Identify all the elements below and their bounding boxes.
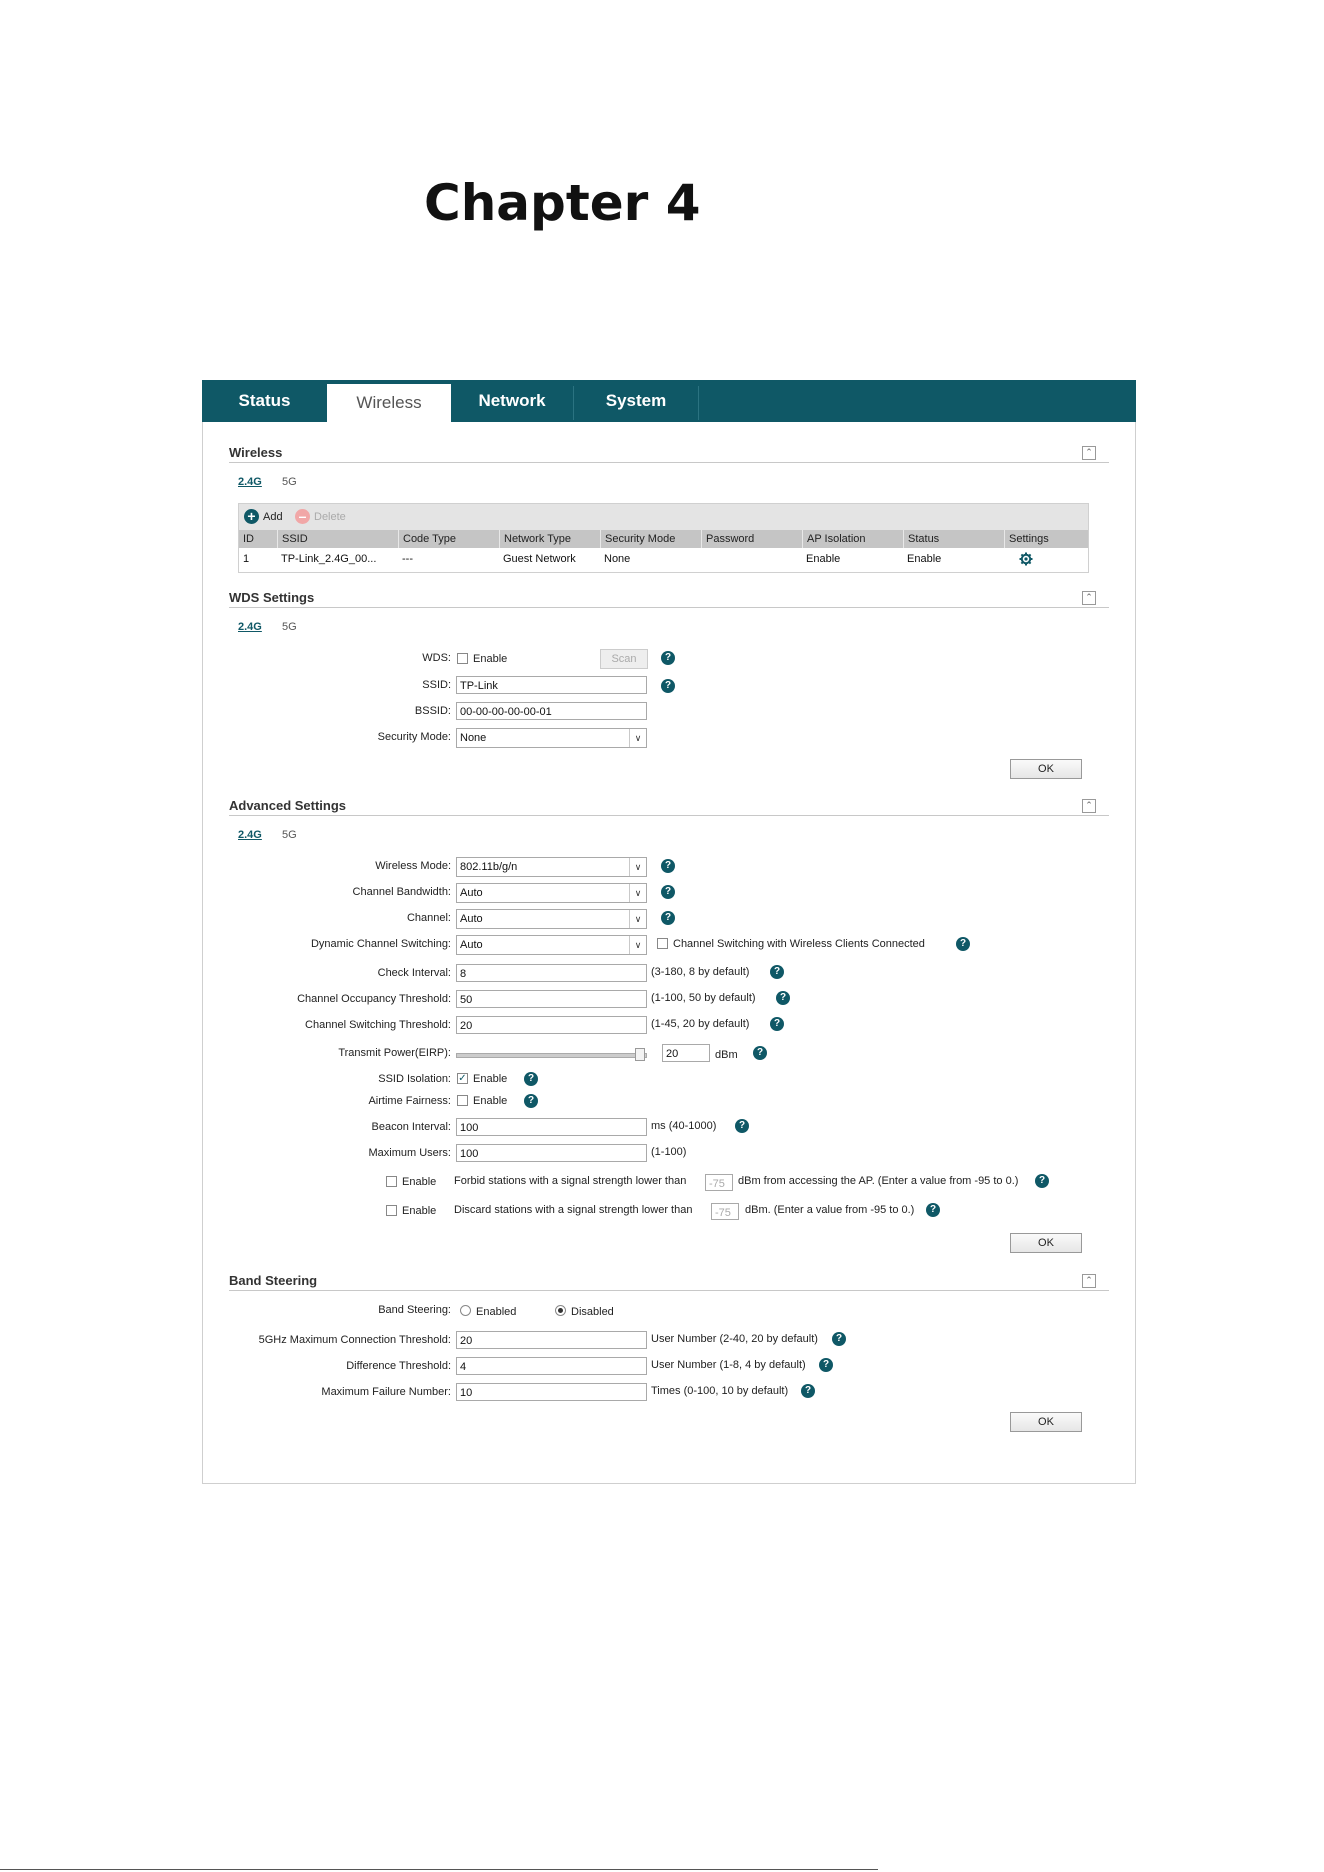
ssid-table xyxy=(238,503,1089,573)
ssid-label: SSID: xyxy=(422,679,451,691)
forbid-threshold-input[interactable]: -75 xyxy=(705,1174,733,1191)
wds-label: WDS: xyxy=(422,652,451,664)
chevron-down-icon: ∨ xyxy=(629,936,646,954)
column-header: ID xyxy=(243,533,254,545)
cell-ap-isolation: Enable xyxy=(806,553,841,565)
chevron-down-icon: ∨ xyxy=(629,910,646,928)
cell-security-mode: None xyxy=(604,553,631,565)
column-header: Code Type xyxy=(398,530,499,548)
scan-button[interactable]: Scan xyxy=(600,649,648,669)
max-conn-input[interactable]: 20 xyxy=(456,1331,647,1349)
forbid-enable-label: Enable xyxy=(402,1176,437,1188)
switching-threshold-label: Channel Switching Threshold: xyxy=(305,1019,451,1031)
help-icon[interactable]: ? xyxy=(524,1072,538,1086)
column-header: Network Type xyxy=(499,530,600,548)
collapse-icon[interactable]: ⌃ xyxy=(1082,799,1096,813)
table-header xyxy=(239,530,1088,548)
tx-power-label: Transmit Power(EIRP): xyxy=(338,1047,451,1059)
security-mode-label: Security Mode: xyxy=(377,731,451,743)
cell-password xyxy=(701,550,705,568)
cell-id: 1 xyxy=(243,553,250,565)
advanced-ok-button[interactable]: OK xyxy=(1010,1233,1082,1253)
ssid-isolation-label: SSID Isolation: xyxy=(378,1073,451,1085)
forbid-text: Forbid stations with a signal strength lower than xyxy=(454,1175,687,1187)
band-tab-2g[interactable]: 2.4G xyxy=(238,621,262,633)
band-tab-2g[interactable]: 2.4G xyxy=(238,829,262,841)
wireless-mode-select[interactable] xyxy=(456,857,647,877)
cell-network-type: Guest Network xyxy=(503,553,576,565)
band-steering-label: Band Steering: xyxy=(378,1304,451,1316)
ssid-isolation-enable-label: Enable xyxy=(473,1073,508,1085)
occupancy-hint: (1-100, 50 by default) xyxy=(651,992,756,1004)
tab-divider xyxy=(698,386,699,420)
section-title-band-steering: Band Steering xyxy=(229,1273,318,1288)
column-header: AP Isolation xyxy=(802,530,903,548)
max-users-input[interactable]: 100 xyxy=(456,1144,647,1162)
chevron-down-icon: ∨ xyxy=(629,729,646,747)
occupancy-label: Channel Occupancy Threshold: xyxy=(297,993,451,1005)
band-steering-enabled-label: Enabled xyxy=(476,1306,517,1318)
section-title-advanced: Advanced Settings xyxy=(229,798,347,813)
column-header: Settings xyxy=(1004,530,1088,548)
check-interval-hint: (3-180, 8 by default) xyxy=(651,966,750,978)
chapter-title: Chapter 4 xyxy=(424,174,701,232)
dcs-select[interactable] xyxy=(456,935,647,955)
column-header: Password xyxy=(701,530,802,548)
help-icon[interactable]: ? xyxy=(801,1384,815,1398)
ssid-isolation-checkbox[interactable]: ✓ xyxy=(458,1073,467,1084)
tx-power-input[interactable]: 20 xyxy=(662,1044,710,1062)
band-steering-ok-button[interactable]: OK xyxy=(1010,1412,1082,1432)
airtime-enable-label: Enable xyxy=(473,1095,508,1107)
band-tab-5g[interactable]: 5G xyxy=(282,621,297,633)
band-steering-disabled-radio[interactable] xyxy=(555,1305,566,1316)
check-interval-input[interactable]: 8 xyxy=(456,964,647,982)
security-mode-select[interactable] xyxy=(456,728,647,748)
help-icon[interactable]: ? xyxy=(661,859,675,873)
help-icon[interactable]: ? xyxy=(661,651,675,665)
band-tab-2g[interactable]: 2.4G xyxy=(238,476,262,488)
tx-power-unit: dBm xyxy=(715,1049,738,1061)
wireless-mode-value: 802.11b/g/n xyxy=(460,861,518,873)
help-icon[interactable]: ? xyxy=(926,1203,940,1217)
max-failure-hint: Times (0-100, 10 by default) xyxy=(651,1385,789,1397)
band-steering-enabled-radio[interactable] xyxy=(460,1305,471,1316)
bssid-label: BSSID: xyxy=(414,705,451,717)
chevron-down-icon: ∨ xyxy=(629,858,646,876)
wds-enable-label: Enable xyxy=(473,653,508,665)
help-icon[interactable]: ? xyxy=(1035,1174,1049,1188)
discard-enable-label: Enable xyxy=(402,1205,437,1217)
max-conn-label: 5GHz Maximum Connection Threshold: xyxy=(258,1334,451,1346)
collapse-icon[interactable]: ⌃ xyxy=(1082,591,1096,605)
tx-power-slider[interactable] xyxy=(456,1053,647,1058)
airtime-label: Airtime Fairness: xyxy=(368,1095,451,1107)
max-failure-label: Maximum Failure Number: xyxy=(321,1386,451,1398)
help-icon[interactable]: ? xyxy=(524,1094,538,1108)
band-tab-5g[interactable]: 5G xyxy=(282,476,297,488)
column-header: Security Mode xyxy=(600,530,701,548)
section-divider xyxy=(229,607,1109,608)
cell-status: Enable xyxy=(907,553,942,565)
help-icon[interactable]: ? xyxy=(776,991,790,1005)
slider-handle[interactable] xyxy=(635,1048,645,1061)
tab-network[interactable]: Network xyxy=(478,391,546,410)
band-tab-5g[interactable]: 5G xyxy=(282,829,297,841)
help-icon[interactable]: ? xyxy=(956,937,970,951)
channel-select[interactable] xyxy=(456,909,647,929)
help-icon[interactable]: ? xyxy=(770,1017,784,1031)
dcs-clients-label: Channel Switching with Wireless Clients Connected xyxy=(673,938,925,950)
wds-ok-button[interactable]: OK xyxy=(1010,759,1082,779)
collapse-icon[interactable]: ⌃ xyxy=(1082,1274,1096,1288)
wireless-mode-label: Wireless Mode: xyxy=(375,860,451,872)
add-icon[interactable]: + xyxy=(244,509,259,524)
dcs-value: Auto xyxy=(460,939,483,951)
cell-ssid: TP-Link_2.4G_00... xyxy=(281,553,377,565)
section-divider xyxy=(229,462,1109,463)
max-users-label: Maximum Users: xyxy=(368,1147,451,1159)
dcs-label: Dynamic Channel Switching: xyxy=(310,938,451,950)
channel-label: Channel: xyxy=(406,912,451,924)
switching-threshold-hint: (1-45, 20 by default) xyxy=(651,1018,750,1030)
max-users-hint: (1-100) xyxy=(651,1146,687,1158)
discard-checkbox[interactable] xyxy=(386,1205,397,1216)
column-header: SSID xyxy=(277,530,398,548)
tab-status[interactable]: Status xyxy=(238,391,291,410)
discard-threshold-input[interactable]: -75 xyxy=(711,1203,739,1220)
security-mode-value: None xyxy=(460,732,487,744)
help-icon[interactable]: ? xyxy=(819,1358,833,1372)
collapse-icon[interactable]: ⌃ xyxy=(1082,446,1096,460)
diff-threshold-input[interactable]: 4 xyxy=(456,1357,647,1375)
help-icon[interactable]: ? xyxy=(753,1046,767,1060)
help-icon[interactable]: ? xyxy=(661,679,675,693)
channel-bandwidth-select[interactable] xyxy=(456,883,647,903)
airtime-checkbox[interactable] xyxy=(457,1095,468,1106)
forbid-checkbox[interactable] xyxy=(386,1176,397,1187)
column-header: Status xyxy=(903,530,1004,548)
gear-icon[interactable] xyxy=(1019,552,1033,566)
channel-bandwidth-label: Channel Bandwidth: xyxy=(352,886,451,898)
help-icon[interactable]: ? xyxy=(661,911,675,925)
beacon-label: Beacon Interval: xyxy=(371,1121,451,1133)
beacon-input[interactable]: 100 xyxy=(456,1118,647,1136)
wds-bssid-input[interactable]: 00-00-00-00-00-01 xyxy=(456,702,647,720)
beacon-hint: ms (40-1000) xyxy=(651,1120,717,1132)
wds-ssid-input[interactable]: TP-Link xyxy=(456,676,647,694)
channel-bandwidth-value: Auto xyxy=(460,887,483,899)
discard-suffix: dBm. (Enter a value from -95 to 0.) xyxy=(745,1204,915,1216)
section-title-wds: WDS Settings xyxy=(229,590,315,605)
dcs-clients-checkbox[interactable] xyxy=(657,938,668,949)
discard-text: Discard stations with a signal strength lower than xyxy=(454,1204,693,1216)
channel-value: Auto xyxy=(460,913,483,925)
band-steering-disabled-label: Disabled xyxy=(571,1306,614,1318)
occupancy-input[interactable]: 50 xyxy=(456,990,647,1008)
chevron-down-icon: ∨ xyxy=(629,884,646,902)
help-icon[interactable]: ? xyxy=(661,885,675,899)
switching-threshold-input[interactable]: 20 xyxy=(456,1016,647,1034)
delete-icon: – xyxy=(295,509,310,524)
add-button[interactable]: Add xyxy=(263,511,283,523)
diff-threshold-hint: User Number (1-8, 4 by default) xyxy=(651,1359,806,1371)
check-interval-label: Check Interval: xyxy=(377,967,451,979)
cell-code-type: --- xyxy=(402,553,413,565)
help-icon[interactable]: ? xyxy=(735,1119,749,1133)
page-footer-rule xyxy=(0,1869,878,1870)
table-toolbar xyxy=(239,504,1088,530)
tab-wireless[interactable]: Wireless xyxy=(327,384,451,422)
tab-system[interactable]: System xyxy=(605,391,667,410)
max-failure-input[interactable]: 10 xyxy=(456,1383,647,1401)
section-divider xyxy=(229,815,1109,816)
section-title-wireless: Wireless xyxy=(229,445,283,460)
max-conn-hint: User Number (2-40, 20 by default) xyxy=(651,1333,818,1345)
top-nav xyxy=(202,380,1136,422)
diff-threshold-label: Difference Threshold: xyxy=(346,1360,451,1372)
delete-button[interactable]: Delete xyxy=(314,511,346,523)
wds-enable-checkbox[interactable] xyxy=(457,653,468,664)
forbid-suffix: dBm from accessing the AP. (Enter a value from -95 to 0.) xyxy=(738,1175,1019,1187)
help-icon[interactable]: ? xyxy=(770,965,784,979)
help-icon[interactable]: ? xyxy=(832,1332,846,1346)
section-divider xyxy=(229,1290,1109,1291)
